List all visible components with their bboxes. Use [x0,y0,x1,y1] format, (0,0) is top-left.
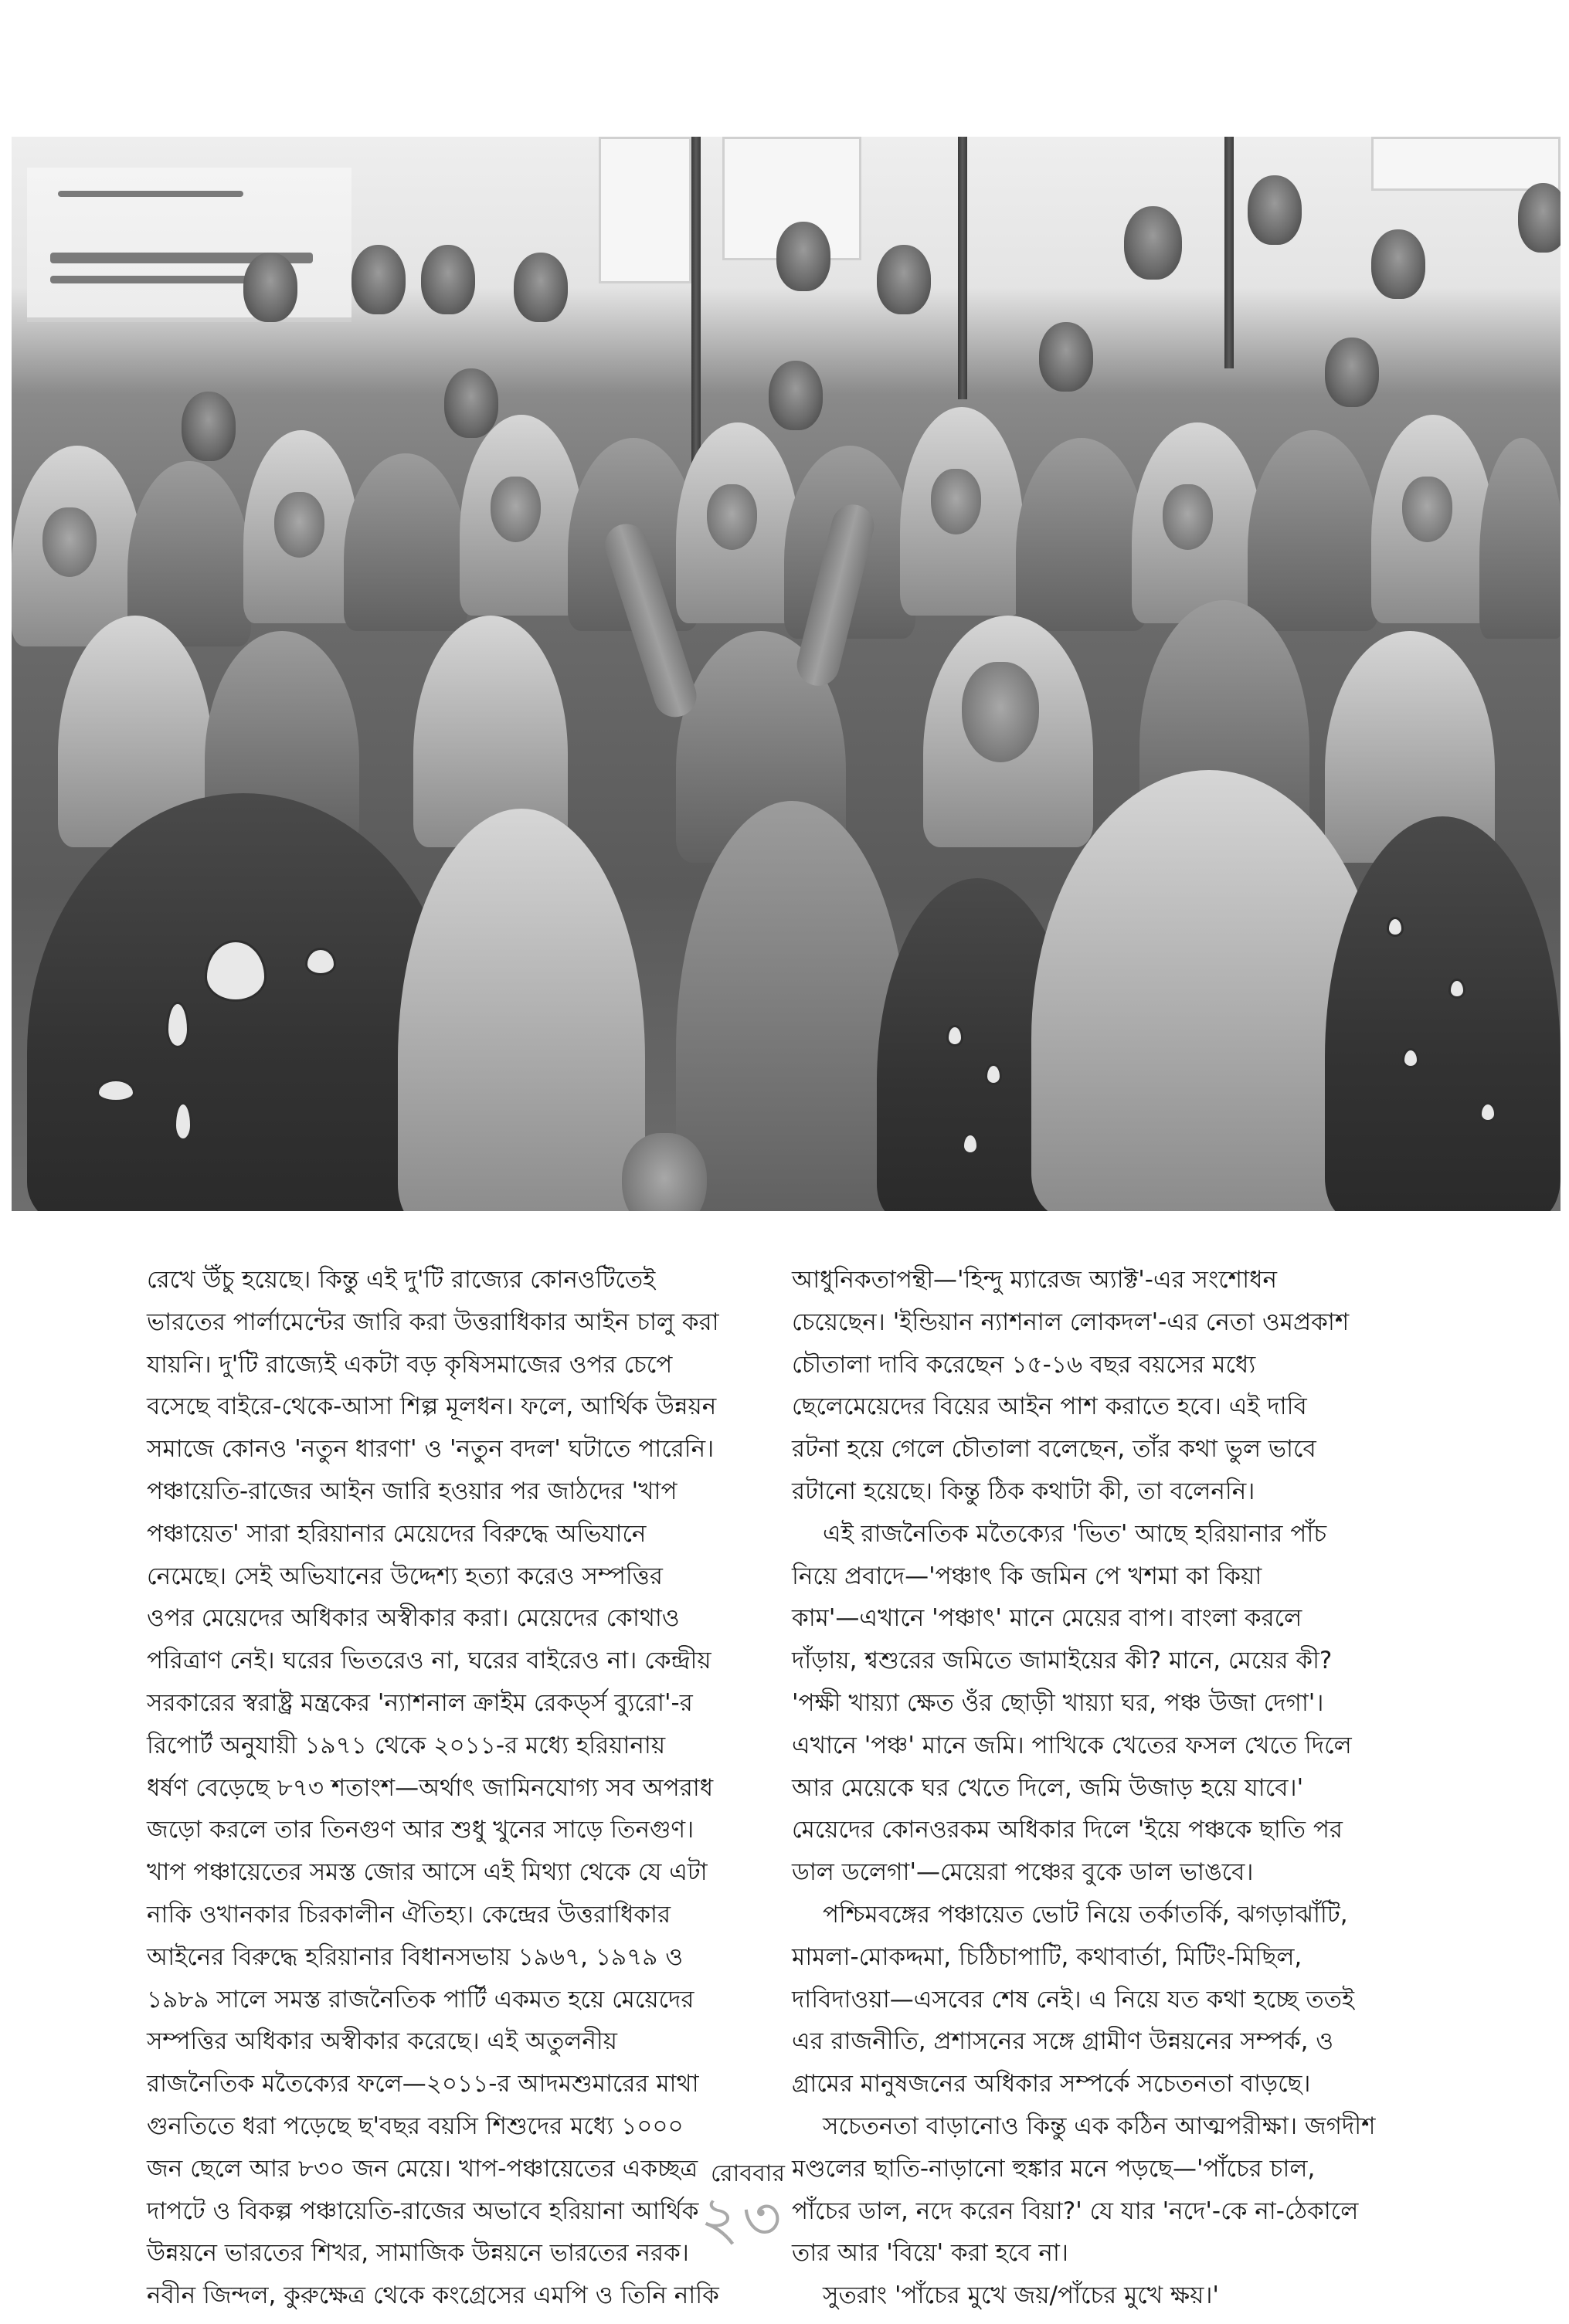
text-line: পঞ্চায়েত' সারা হরিয়ানার মেয়েদের বিরুদ্ধে অভিযানে [147,1519,647,1548]
text-line: এখানে 'পঞ্চ' মানে জমি। পাখিকে খেতের ফসল খেতে দিলে [792,1731,1352,1759]
text-line: রাজনৈতিক মতৈক্যের ফলে—২০১১-র আদমশুমারের মাথা [147,2070,699,2098]
text-line: পরিত্রাণ নেই। ঘরের ভিতরেও না, ঘরের বাইরেও না। কেন্দ্রীয় [147,1647,711,1675]
foreground-veil [27,793,460,1211]
text-line: ওপর মেয়েদের অধিকার অস্বীকার করা। মেয়েদের কোথাও [147,1604,680,1633]
photo-pole [1224,137,1234,368]
foreground-veil [1325,816,1561,1211]
text-line: ধর্ষণ বেড়েছে ৮৭৩ শতাংশ—অর্থাৎ জামিনযোগ্য সব অপরাধ [147,1773,714,1802]
text-line: রেখে উঁচু হয়েছে। কিন্তু এই দু'টি রাজ্যের কোনওটিতেই [147,1266,656,1294]
text-line: দাঁড়ায়, শ্বশুরের জমিতে জামাইয়ের কী? মানে, মেয়ের কী? [792,1647,1333,1675]
text-line: চৌতালা দাবি করেছেন ১৫-১৬ বছর বয়সের মধ্যে [792,1350,1256,1379]
article-column-left [147,1259,734,2317]
text-line: মামলা-মোকদ্দমা, চিঠিচাপাটি, কথাবার্তা, মিটিং-মিছিল, [792,1942,1302,1971]
text-line: সুতরাং 'পাঁচের মুখে জয়/পাঁচের মুখে ক্ষয়।' [823,2282,1219,2310]
text-line: এই রাজনৈতিক মতৈক্যের 'ভিত' আছে হরিয়ানার পাঁচ [823,1519,1327,1548]
article-column-right [792,1259,1402,2317]
page-footer [680,2159,865,2254]
text-line: সরকারের স্বরাষ্ট্র মন্ত্রকের 'ন্যাশনাল ক্রাইম রেকর্ড্স ব্যুরো'-র [147,1688,693,1717]
text-line: পশ্চিমবঙ্গের পঞ্চায়েত ভোট নিয়ে তর্কাতর্কি, ঝগড়াঝাঁটি, [823,1900,1348,1929]
text-line: কাম'—এখানে 'পঞ্চাৎ' মানে মেয়ের বাপ। বাংলা করলে [792,1604,1302,1633]
article-photo [12,137,1561,1211]
text-line: দাপটে ও বিকল্প পঞ্চায়েতি-রাজের অভাবে হরিয়ানা আর্থিক [147,2197,699,2225]
text-line: ডাল ডলেগা'—মেয়েরা পঞ্চের বুকে ডাল ভাঙবে। [792,1858,1254,1887]
photo-poster [1371,137,1561,191]
text-line: এর রাজনীতি, প্রশাসনের সঙ্গে গ্রামীণ উন্নয়নের সম্পর্ক, ও [792,2027,1334,2056]
text-line: উন্নয়নে ভারতের শিখর, সামাজিক উন্নয়নে ভারতের নরক। [147,2239,689,2268]
text-line: নবীন জিন্দল, কুরুক্ষেত্র থেকে কংগ্রেসের এমপি ও তিনি নাকি [147,2282,719,2310]
text-line: গ্রামের মানুষজনের অধিকার সম্পর্কে সচেতনতা বাড়ছে। [792,2070,1311,2098]
photo-poster [599,137,691,283]
text-line: নেমেছে। সেই অভিযানের উদ্দেশ্য হত্যা করেও সম্পত্তির [147,1562,663,1590]
text-line: আর মেয়েকে ঘর খেতে দিলে, জমি উজাড় হয়ে যাবে।' [792,1773,1304,1802]
text-line: যায়নি। দু'টি রাজ্যেই একটা বড় কৃষিসমাজের ওপর চেপে [147,1350,673,1379]
text-line: বসেছে বাইরে-থেকে-আসা শিল্প মূলধন। ফলে, আর্থিক উন্নয়ন [147,1393,717,1421]
text-line: তার আর 'বিয়ে' করা হবে না। [792,2239,1068,2268]
text-line: 'পক্ষী খায়্যা ক্ষেত ওঁর ছোড়ী খায়্যা ঘর, পঞ্চ উজা দেগা'। [792,1688,1324,1717]
text-line: জন ছেলে আর ৮৩০ জন মেয়ে। খাপ-পঞ্চায়েতের একচ্ছত্র [147,2154,698,2183]
text-line: চেয়েছেন। 'ইন্ডিয়ান ন্যাশনাল লোকদল'-এর নেতা ওমপ্রকাশ [792,1308,1350,1336]
text-line: ১৯৮৯ সালে সমস্ত রাজনৈতিক পার্টি একমত হয়ে মেয়েদের [147,1985,695,2014]
page-number: ২৩ [700,2184,785,2254]
text-line: নিয়ে প্রবাদে—'পঞ্চাৎ কি জমিন পে খশমা কা কিয়া [792,1562,1262,1590]
text-line: রিপোর্ট অনুযায়ী ১৯৭১ থেকে ২০১১-র মধ্যে হরিয়ানায় [147,1731,666,1759]
photo-pole [958,137,967,399]
text-line: আধুনিকতাপন্থী—'হিন্দু ম্যারেজ অ্যাক্ট'-এর সংশোধন [792,1266,1277,1294]
text-line: রটানো হয়েছে। কিন্তু ঠিক কথাটা কী, তা বলেননি। [792,1477,1255,1505]
text-line: সম্পত্তির অধিকার অস্বীকার করেছে। এই অতুলনীয় [147,2027,617,2056]
text-line: মেয়েদের কোনওরকম অধিকার দিলে 'ইয়ে পঞ্চকে ছাতি পর [792,1816,1343,1844]
text-line: পাঁচের ডাল, নদে করেন বিয়া?' যে যার 'নদে'-কে না-ঠেকালে [792,2197,1359,2225]
text-line: ছেলেমেয়েদের বিয়ের আইন পাশ করাতে হবে। এই দাবি [792,1393,1307,1421]
child-face [622,1133,707,1211]
text-line: রটনা হয়ে গেলে চৌতালা বলেছেন, তাঁর কথা ভুল ভাবে [792,1435,1316,1464]
magazine-name: রোববার [711,2160,785,2187]
photo-banner [27,168,351,322]
text-line: মণ্ডলের ছাতি-নাড়ানো হুঙ্কার মনে পড়ছে—'পাঁচের চাল, [792,2154,1316,2183]
text-line: খাপ পঞ্চায়েতের সমস্ত জোর আসে এই মিথ্যা থেকে যে এটা [147,1858,708,1887]
text-line: পঞ্চায়েতি-রাজের আইন জারি হওয়ার পর জাঠদের 'খাপ [147,1477,678,1505]
text-line: সচেতনতা বাড়ানোও কিন্তু এক কঠিন আত্মপরীক্ষা। জগদীশ [823,2112,1376,2140]
text-line: আইনের বিরুদ্ধে হরিয়ানার বিধানসভায় ১৯৬৭, ১৯৭৯ ও [147,1942,684,1971]
text-line: দাবিদাওয়া—এসবের শেষ নেই। এ নিয়ে যত কথা হচ্ছে ততই [792,1985,1354,2014]
text-line: ভারতের পার্লামেন্টের জারি করা উত্তরাধিকার আইন চালু করা [147,1308,719,1336]
speaking-woman-face [962,662,1039,762]
text-line: গুনতিতে ধরা পড়েছে ছ'বছর বয়সি শিশুদের মধ্যে ১০০০ [147,2112,684,2140]
text-line: সমাজে কোনও 'নতুন ধারণা' ও 'নতুন বদল' ঘটাতে পারেনি। [147,1435,715,1464]
text-line: জড়ো করলে তার তিনগুণ আর শুধু খুনের সাড়ে তিনগুণ। [147,1816,695,1844]
text-line: নাকি ওখানকার চিরকালীন ঐতিহ্য। কেন্দ্রের উত্তরাধিকার [147,1900,671,1929]
